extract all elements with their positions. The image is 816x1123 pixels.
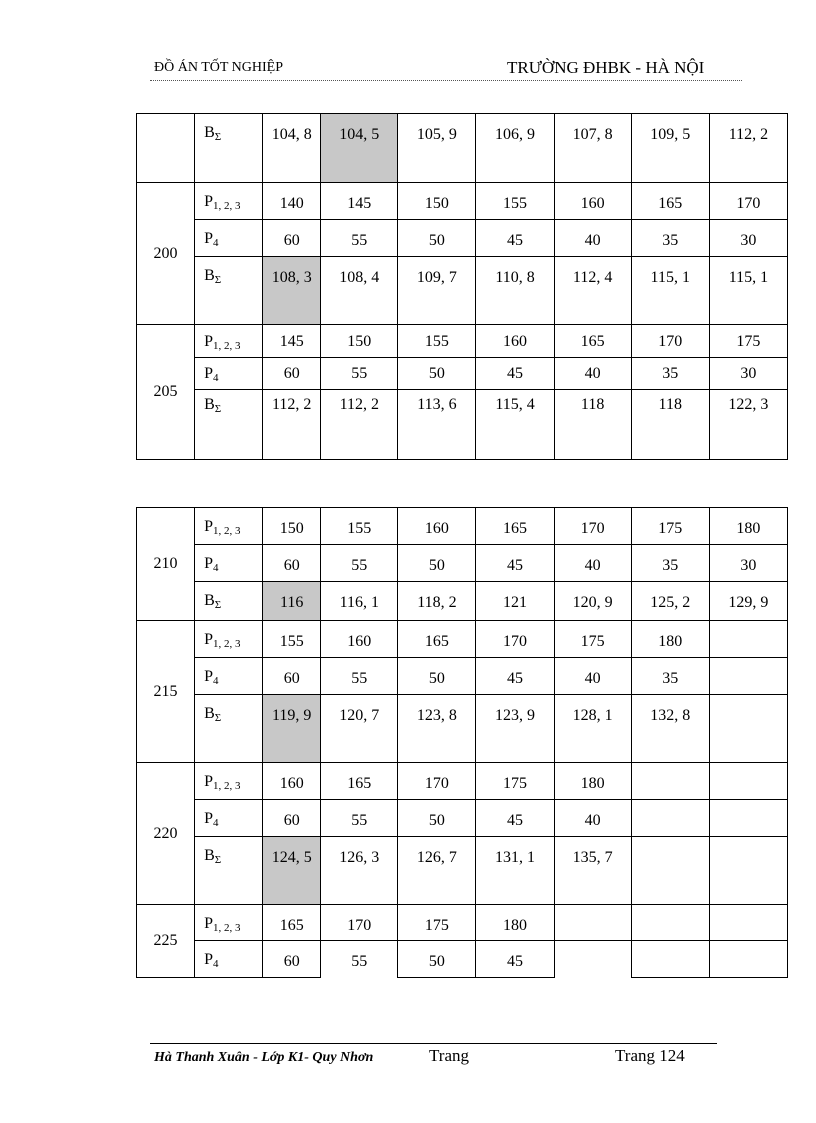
table-cell: 115, 1: [631, 257, 709, 325]
header-right: TRƯỜNG ĐHBK - HÀ NỘI: [507, 58, 705, 77]
table-cell: 40: [554, 545, 631, 582]
table-cell: 50: [398, 358, 476, 390]
table-cell: 112, 4: [554, 257, 631, 325]
row-label-bsum: $B_\Sigma$: [195, 695, 263, 763]
table-cell: 170: [554, 508, 631, 545]
table-cell: 104, 8: [263, 114, 321, 183]
footer-author: Hà Thanh Xuân - Lớp K1- Quy Nhơn: [154, 1050, 374, 1065]
table-cell: 120, 7: [321, 695, 398, 763]
table-cell: 165: [321, 763, 398, 800]
table-cell: 123, 9: [476, 695, 554, 763]
table-cell: 170: [631, 325, 709, 358]
table-cell: 165: [263, 905, 321, 941]
table-cell: 170: [321, 905, 398, 941]
table-cell: 160: [476, 325, 554, 358]
row-label-bsum: $B_\Sigma$: [195, 114, 263, 183]
table-cell: 140: [263, 183, 321, 220]
table-cell: 121: [476, 582, 554, 621]
row-label-p123: $P_{1, 2, 3}$: [195, 508, 263, 545]
table-cell: 55: [321, 545, 398, 582]
table-cell: 150: [321, 325, 398, 358]
table-cell: 165: [554, 325, 631, 358]
table-cell-highlighted: 124, 5: [263, 837, 321, 905]
table-cell: 150: [263, 508, 321, 545]
table-cell: 175: [709, 325, 787, 358]
table-cell: 115, 4: [476, 390, 554, 460]
table-cell: 50: [398, 545, 476, 582]
table-cell: 170: [398, 763, 476, 800]
table-cell-highlighted: 119, 9: [263, 695, 321, 763]
row-label-p4: $P_4$: [195, 545, 263, 582]
row-label-bsum: $B_\Sigma$: [195, 390, 263, 460]
table-cell: 105, 9: [398, 114, 476, 183]
table-cell: 155: [398, 325, 476, 358]
table-cell: 122, 3: [709, 390, 787, 460]
table-cell: 45: [476, 658, 554, 695]
table-cell-highlighted: 104, 5: [321, 114, 398, 183]
table-cell: 55: [321, 941, 398, 978]
table-cell-empty: [709, 941, 787, 978]
table-cell: 112, 2: [709, 114, 787, 183]
row-label-p4: $P_4$: [195, 358, 263, 390]
table-cell-highlighted: 116: [263, 582, 321, 621]
table-cell: 112, 2: [263, 390, 321, 460]
table-cell: 160: [263, 763, 321, 800]
table-cell: 131, 1: [476, 837, 554, 905]
footer-page-number: Trang 124: [615, 1046, 685, 1065]
footer-divider: [150, 1043, 717, 1044]
table-cell-empty: [709, 905, 787, 941]
table-cell: 175: [476, 763, 554, 800]
table-cell: 35: [631, 220, 709, 257]
table-cell: 165: [398, 621, 476, 658]
table-cell: 165: [476, 508, 554, 545]
table-cell: 106, 9: [476, 114, 554, 183]
table-cell-empty: [631, 763, 709, 800]
power-table-2: [136, 507, 788, 978]
table-cell: 170: [476, 621, 554, 658]
table-cell-empty: [631, 941, 709, 978]
group-cell: [137, 114, 195, 183]
table-cell: 108, 4: [321, 257, 398, 325]
table-cell: 126, 7: [398, 837, 476, 905]
table-cell: 109, 5: [631, 114, 709, 183]
table-cell-empty: [631, 800, 709, 837]
table-cell: 40: [554, 220, 631, 257]
table-cell: 118: [631, 390, 709, 460]
table-cell: 60: [263, 220, 321, 257]
table-cell: 180: [631, 621, 709, 658]
table-cell-empty: [709, 658, 787, 695]
row-label-p123: $P_{1, 2, 3}$: [195, 905, 263, 941]
table-cell: 60: [263, 800, 321, 837]
table-cell: 180: [709, 508, 787, 545]
table-cell: 50: [398, 658, 476, 695]
table-cell-empty: [709, 763, 787, 800]
table-cell: 118: [554, 390, 631, 460]
group-label: 200: [137, 183, 195, 325]
table-cell: 40: [554, 358, 631, 390]
table-cell: 129, 9: [709, 582, 787, 621]
group-label: 215: [137, 621, 195, 763]
header-divider: [150, 80, 742, 81]
table-cell: 126, 3: [321, 837, 398, 905]
row-label-p123: $P_{1, 2, 3}$: [195, 621, 263, 658]
group-label: 220: [137, 763, 195, 905]
table-cell: 112, 2: [321, 390, 398, 460]
group-label: 225: [137, 905, 195, 978]
table-cell: 116, 1: [321, 582, 398, 621]
group-label: 210: [137, 508, 195, 621]
table-cell: 55: [321, 800, 398, 837]
group-label: 205: [137, 325, 195, 460]
footer-trang-label: Trang: [429, 1046, 469, 1065]
table-cell: 123, 8: [398, 695, 476, 763]
power-table-1: [136, 113, 788, 460]
table-cell: 30: [709, 545, 787, 582]
table-cell: 45: [476, 941, 554, 978]
table-cell: 115, 1: [709, 257, 787, 325]
header-left: ĐỒ ÁN TỐT NGHIỆP: [154, 60, 283, 75]
table-cell-empty: [709, 837, 787, 905]
table-cell: 60: [263, 545, 321, 582]
row-label-p123: $P_{1, 2, 3}$: [195, 183, 263, 220]
table-cell: 55: [321, 358, 398, 390]
table-cell: 135, 7: [554, 837, 631, 905]
table-cell: 55: [321, 220, 398, 257]
row-label-p4: $P_4$: [195, 658, 263, 695]
table-cell: 35: [631, 658, 709, 695]
table-cell: 55: [321, 658, 398, 695]
table-cell-empty: [631, 905, 709, 941]
table-cell-empty: [554, 941, 631, 978]
table-cell-empty: [709, 621, 787, 658]
row-label-bsum: $B_\Sigma$: [195, 837, 263, 905]
table-cell: 170: [709, 183, 787, 220]
table-cell-highlighted: 108, 3: [263, 257, 321, 325]
table-cell: 113, 6: [398, 390, 476, 460]
table-cell: 107, 8: [554, 114, 631, 183]
table-cell-empty: [631, 837, 709, 905]
row-label-bsum: $B_\Sigma$: [195, 582, 263, 621]
table-cell: 45: [476, 545, 554, 582]
table-cell-empty: [554, 905, 631, 941]
table-cell: 180: [476, 905, 554, 941]
table-cell: 128, 1: [554, 695, 631, 763]
table-cell: 30: [709, 220, 787, 257]
table-cell: 45: [476, 800, 554, 837]
table-cell: 150: [398, 183, 476, 220]
table-cell: 160: [398, 508, 476, 545]
table-cell: 60: [263, 941, 321, 978]
row-label-p123: $P_{1, 2, 3}$: [195, 763, 263, 800]
table-cell: 30: [709, 358, 787, 390]
table-cell: 118, 2: [398, 582, 476, 621]
table-cell: 60: [263, 658, 321, 695]
row-label-p4: $P_4$: [195, 220, 263, 257]
table-cell: 175: [398, 905, 476, 941]
table-cell: 165: [631, 183, 709, 220]
table-cell: 110, 8: [476, 257, 554, 325]
table-cell: 160: [554, 183, 631, 220]
table-cell: 155: [263, 621, 321, 658]
table-cell: 50: [398, 800, 476, 837]
table-cell: 50: [398, 220, 476, 257]
table-cell-empty: [709, 695, 787, 763]
table-cell: 180: [554, 763, 631, 800]
table-cell: 109, 7: [398, 257, 476, 325]
table-cell: 60: [263, 358, 321, 390]
table-cell: 155: [476, 183, 554, 220]
table-cell: 160: [321, 621, 398, 658]
table-cell: 145: [321, 183, 398, 220]
table-cell: 175: [554, 621, 631, 658]
table-cell-empty: [709, 800, 787, 837]
row-label-p123: $P_{1, 2, 3}$: [195, 325, 263, 358]
table-cell: 40: [554, 800, 631, 837]
row-label-p4: $P_4$: [195, 941, 263, 978]
table-cell: 45: [476, 358, 554, 390]
table-cell: 175: [631, 508, 709, 545]
table-cell: 35: [631, 545, 709, 582]
table-cell: 155: [321, 508, 398, 545]
table-cell: 35: [631, 358, 709, 390]
table-cell: 145: [263, 325, 321, 358]
table-cell: 132, 8: [631, 695, 709, 763]
row-label-p4: $P_4$: [195, 800, 263, 837]
table-cell: 120, 9: [554, 582, 631, 621]
table-cell: 125, 2: [631, 582, 709, 621]
table-cell: 50: [398, 941, 476, 978]
row-label-bsum: $B_\Sigma$: [195, 257, 263, 325]
table-cell: 45: [476, 220, 554, 257]
table-cell: 40: [554, 658, 631, 695]
